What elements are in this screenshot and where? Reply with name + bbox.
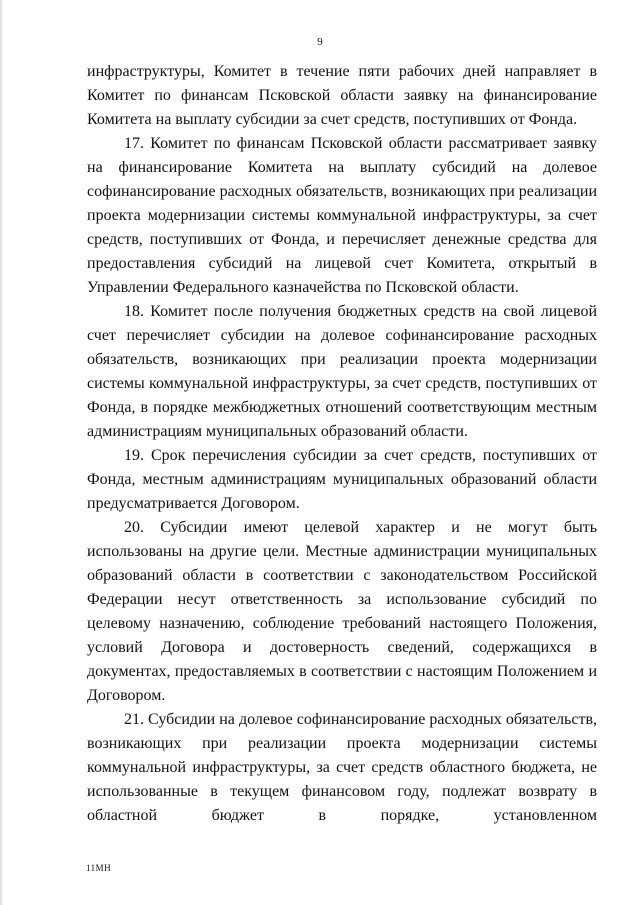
paragraph-17: 17. Комитет по финансам Псковской области рассматривает заявку на финансирование Комитета на выплату субсидий на долевое софинансирование расходных обязательств, возникающих при реализации проекта модернизации системы коммунальной инфраструктуры, за счет средств, поступивших от Фонда, и перечисляет денежные средства для предоставления субсидий на лицевой счет Комитета, открытый в Управлении Федерального казначейства по Псковской области. bbox=[87, 135, 597, 296]
paragraph-18: 18. Комитет после получения бюджетных средств на свой лицевой счет перечисляет субсидии на долевое софинансирование расходных обязательств, возникающих при реализации проекта модернизации системы коммунальной инфраструктуры, за счет средств, поступивших от Фонда, в порядке межбюджетных отношений соответствующим местным администрациям муниципальных образований области. bbox=[87, 303, 597, 440]
page-number: 9 bbox=[317, 36, 323, 48]
paragraph-continuation: инфраструктуры, Комитет в течение пяти рабочих дней направляет в Комитет по финансам Псковской области заявку на финансирование Комитета на выплату субсидии за счет средств, поступивших от Фонда. bbox=[87, 63, 597, 128]
paragraph-19: 19. Срок перечисления субсидии за счет средств, поступивших от Фонда, местным администрациям муниципальных образований области предусматривается Договором. bbox=[87, 447, 597, 512]
scan-edge bbox=[0, 0, 3, 905]
document-body bbox=[87, 60, 597, 828]
footer-document-code: 11МН bbox=[86, 863, 112, 873]
paragraph-21: 21. Субсидии на долевое софинансирование расходных обязательств, возникающих при реализации проекта модернизации системы коммунальной инфраструктуры, за счет средств областного бюджета, не использованные в текущем финансовом году, подлежат возврату в областной бюджет в порядке, установленном bbox=[87, 711, 597, 824]
paragraph-20: 20. Субсидии имеют целевой характер и не могут быть использованы на другие цели. Местные администрации муниципальных образований области в соответствии с законодательством Российской Федерации несут ответственность за использование субсидий по целевому назначению, соблюдение требований настоящего Положения, условий Договора и достоверность сведений, содержащихся в документах, предоставляемых в соответствии с настоящим Положением и Договором. bbox=[87, 519, 597, 704]
